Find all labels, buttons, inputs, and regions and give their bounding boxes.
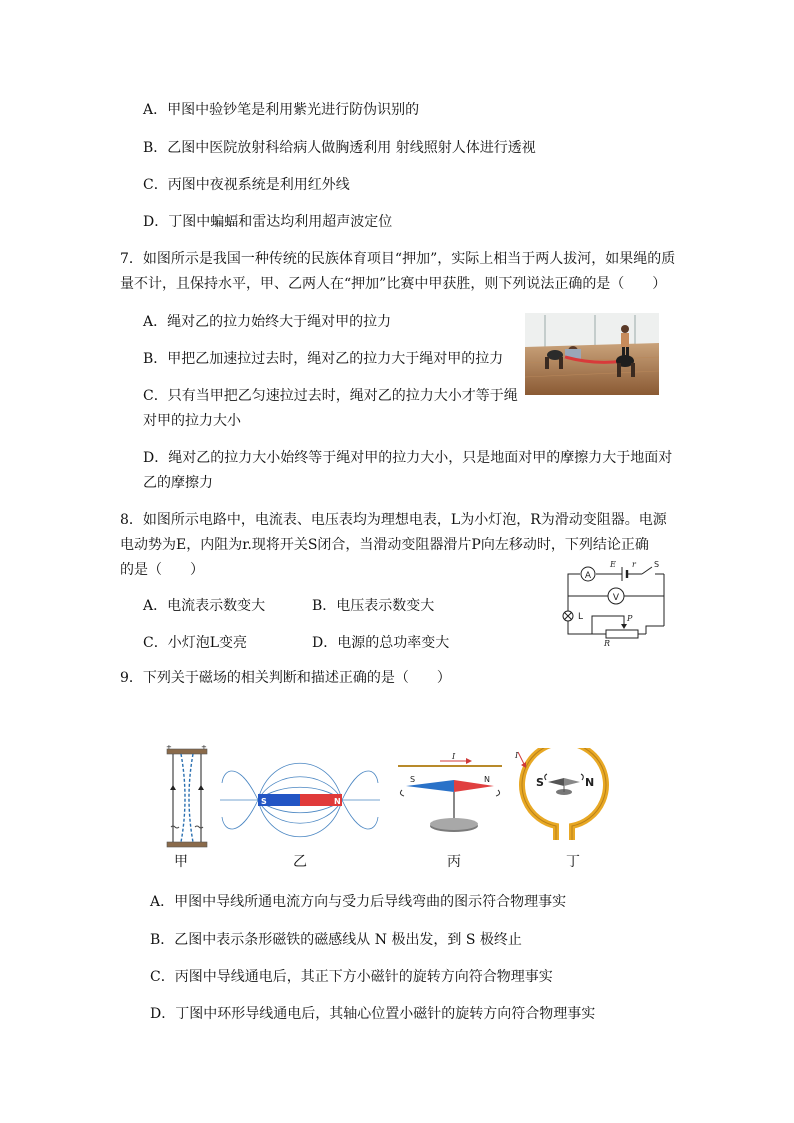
q6-option-c: C．丙图中夜视系统是利用红外线: [143, 177, 350, 193]
svg-text:I: I: [515, 751, 519, 760]
svg-text:S: S: [410, 775, 416, 784]
q7-option-b: B．甲把乙加速拉过去时，绳对乙的拉力大于绳对甲的拉力: [143, 351, 504, 367]
svg-text:N: N: [334, 797, 341, 806]
q6-option-a: A．甲图中验钞笔是利用紫光进行防伪识别的: [143, 102, 420, 118]
figure-parallel-wires: [163, 745, 211, 853]
q8-stem-line1: 8．如图所示电路中，电流表、电压表均为理想电表，L为小灯泡，R为滑动变阻器。电源: [120, 512, 667, 528]
q9-stem: 9．下列关于磁场的相关判断和描述正确的是（ ）: [120, 670, 451, 686]
svg-text:P: P: [627, 614, 633, 623]
figure-wire-compass: [396, 752, 504, 838]
svg-text:+: +: [201, 745, 207, 751]
svg-text:L: L: [578, 612, 584, 622]
q8-stem-line3: 的是（ ）: [120, 562, 204, 578]
q9-option-b: B．乙图中表示条形磁铁的磁感线从 N 极出发，到 S 极终止: [150, 932, 522, 948]
figure-ring-wire: [512, 748, 616, 848]
figure-bar-magnet: [220, 757, 380, 843]
q7-stem-line1: 7．如图所示是我国一种传统的民族体育项目“押加”，实际上相当于两人拔河，如果绳的质: [120, 251, 676, 267]
q8-option-d: D．电源的总功率变大: [312, 635, 450, 651]
circuit-diagram: [556, 556, 672, 648]
q7-option-d-line2: 乙的摩擦力: [143, 475, 213, 491]
svg-text:R: R: [604, 639, 611, 648]
svg-text:I: I: [452, 752, 456, 761]
q7-option-c-line1: C．只有当甲把乙匀速拉过去时，绳对乙的拉力大小才等于绳: [143, 388, 518, 404]
svg-text:r: r: [632, 560, 636, 569]
rheostat-icon: [606, 630, 638, 638]
tug-game-photo: [525, 313, 659, 395]
q9-option-a: A．甲图中导线所通电流方向与受力后导线弯曲的图示符合物理事实: [150, 894, 567, 910]
svg-text:+: +: [166, 745, 172, 751]
caption-yi: 乙: [293, 854, 307, 870]
q9-option-d: D．丁图中环形导线通电后，其轴心位置小磁针的旋转方向符合物理事实: [150, 1006, 596, 1022]
q7-stem-line2: 量不计，且保持水平，甲、乙两人在“押加”比赛中甲获胜，则下列说法正确的是（ ）: [120, 276, 667, 292]
q6-option-b: B．乙图中医院放射科给病人做胸透利用 射线照射人体进行透视: [143, 140, 536, 156]
q6-option-d: D．丁图中蝙蝠和雷达均利用超声波定位: [143, 214, 393, 230]
svg-text:A: A: [584, 571, 592, 581]
q8-option-a: A．电流表示数变大: [143, 598, 266, 614]
q7-option-d-line1: D．绳对乙的拉力大小始终等于绳对甲的拉力大小，只是地面对甲的摩擦力大于地面对: [143, 450, 673, 466]
caption-ding: 丁: [566, 854, 580, 870]
q8-stem-line2: 电动势为E，内阻为r.现将开关S闭合，当滑动变阻器滑片P向左移动时，下列结论正确: [120, 537, 649, 553]
q7-option-c-line2: 对甲的拉力大小: [143, 413, 241, 429]
q8-option-b: B．电压表示数变大: [312, 598, 435, 614]
caption-bing: 丙: [447, 854, 461, 870]
svg-text:N: N: [585, 776, 595, 789]
q7-option-a: A．绳对乙的拉力始终大于绳对甲的拉力: [143, 314, 392, 330]
svg-text:E: E: [610, 560, 616, 569]
svg-text:N: N: [484, 775, 490, 784]
svg-text:S: S: [261, 797, 267, 806]
svg-text:S: S: [536, 776, 544, 789]
q8-option-c: C．小灯泡L变亮: [143, 635, 248, 651]
q9-option-c: C．丙图中导线通电后，其正下方小磁针的旋转方向符合物理事实: [150, 969, 553, 985]
svg-text:S: S: [654, 560, 660, 569]
caption-jia: 甲: [174, 854, 188, 870]
svg-text:V: V: [612, 593, 620, 603]
